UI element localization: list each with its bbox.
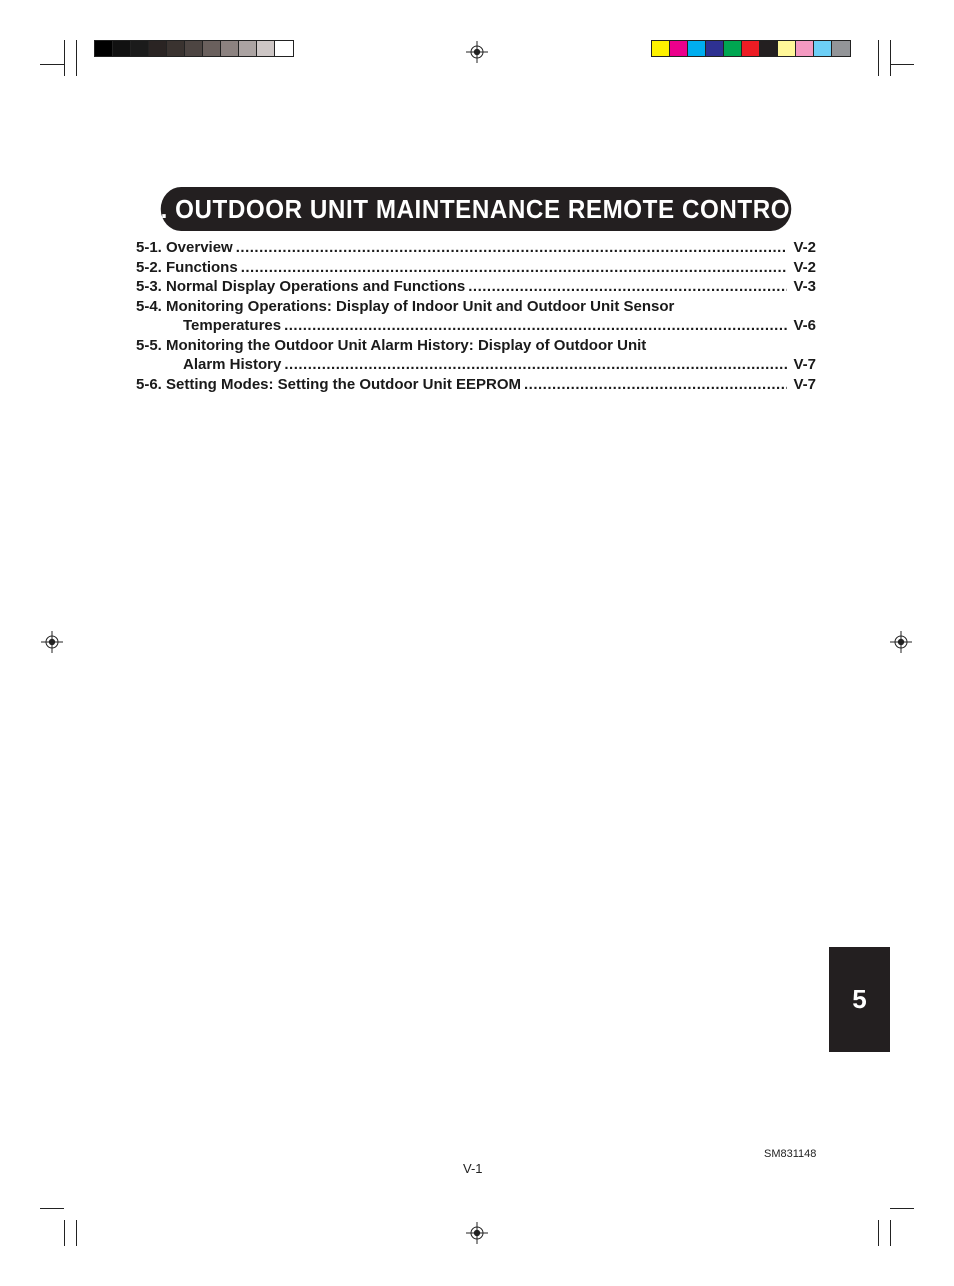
grayscale-color-bar xyxy=(94,40,294,57)
toc-line xyxy=(136,336,816,356)
color-swatch xyxy=(832,41,850,56)
toc-entry-title: 5-4. Monitoring Operations: Display of Indoor Unit and Outdoor Unit Sensor xyxy=(136,297,675,315)
toc-line xyxy=(136,258,816,278)
color-swatch xyxy=(670,41,688,56)
document-code: SM831148 xyxy=(764,1148,817,1160)
toc-entry xyxy=(136,297,816,336)
color-swatch xyxy=(239,41,257,56)
toc-leader-dots xyxy=(524,375,787,395)
color-swatch xyxy=(221,41,239,56)
color-swatch xyxy=(149,41,167,56)
chapter-tab xyxy=(829,947,890,1052)
color-swatch xyxy=(742,41,760,56)
color-swatch xyxy=(778,41,796,56)
process-color-bar xyxy=(651,40,851,57)
toc-entry-title: 5-2. Functions xyxy=(136,258,238,276)
crop-mark xyxy=(878,40,879,76)
toc-entry xyxy=(136,258,816,278)
table-of-contents xyxy=(136,238,816,394)
color-swatch xyxy=(113,41,131,56)
toc-page-ref: V-7 xyxy=(793,356,816,373)
color-swatch xyxy=(814,41,832,56)
toc-entry xyxy=(136,336,816,375)
color-swatch xyxy=(257,41,275,56)
toc-page-ref: V-3 xyxy=(793,278,816,295)
toc-line xyxy=(136,297,816,317)
toc-entry-title: Alarm History xyxy=(183,356,282,373)
chapter-title: 5. OUTDOOR UNIT MAINTENANCE REMOTE CONTROL xyxy=(161,187,792,231)
toc-page-ref: V-2 xyxy=(793,258,816,276)
toc-leader-dots xyxy=(468,277,787,297)
crop-mark xyxy=(40,64,64,65)
registration-mark-icon xyxy=(890,631,912,653)
crop-mark xyxy=(76,1220,77,1246)
color-swatch xyxy=(796,41,814,56)
crop-mark xyxy=(890,1208,914,1209)
toc-entry xyxy=(136,277,816,297)
toc-entry-title: 5-1. Overview xyxy=(136,239,233,256)
color-swatch xyxy=(760,41,778,56)
color-swatch xyxy=(131,41,149,56)
chapter-tab-number: 5 xyxy=(852,984,867,1014)
crop-mark xyxy=(64,40,65,76)
color-swatch xyxy=(275,41,293,56)
color-swatch xyxy=(185,41,203,56)
toc-entry xyxy=(136,238,816,258)
color-swatch xyxy=(688,41,706,56)
toc-line xyxy=(136,277,816,297)
toc-page-ref: V-2 xyxy=(793,239,816,256)
crop-mark xyxy=(76,40,77,76)
color-swatch xyxy=(95,41,113,56)
color-swatch xyxy=(724,41,742,56)
toc-entry xyxy=(136,375,816,395)
toc-entry-title: Temperatures xyxy=(183,317,282,334)
color-swatch xyxy=(203,41,221,56)
crop-mark xyxy=(878,1220,879,1246)
toc-entry-title: 5-6. Setting Modes: Setting the Outdoor Unit EEPROM xyxy=(136,375,521,393)
toc-leader-dots xyxy=(236,238,788,258)
toc-entry-title: 5-5. Monitoring the Outdoor Unit Alarm History: Display of Outdoor Unit xyxy=(136,336,647,354)
toc-page-ref: V-7 xyxy=(793,375,816,393)
crop-mark xyxy=(890,1220,891,1246)
toc-line xyxy=(136,375,816,395)
registration-mark-icon xyxy=(41,631,63,653)
toc-line xyxy=(136,238,816,258)
toc-leader-dots xyxy=(284,355,787,375)
toc-line xyxy=(136,316,816,336)
color-swatch xyxy=(167,41,185,56)
toc-leader-dots xyxy=(284,316,787,336)
crop-mark xyxy=(890,40,891,76)
toc-line xyxy=(136,355,816,375)
crop-mark xyxy=(40,1208,64,1209)
crop-mark xyxy=(64,1220,65,1246)
color-swatch xyxy=(652,41,670,56)
color-swatch xyxy=(706,41,724,56)
crop-mark xyxy=(890,64,914,65)
toc-leader-dots xyxy=(241,258,788,278)
registration-mark-icon xyxy=(466,41,488,63)
toc-page-ref: V-6 xyxy=(793,317,816,334)
page-number: V-1 xyxy=(463,1161,483,1176)
toc-entry-title: 5-3. Normal Display Operations and Functions xyxy=(136,278,466,295)
registration-mark-icon xyxy=(466,1222,488,1244)
